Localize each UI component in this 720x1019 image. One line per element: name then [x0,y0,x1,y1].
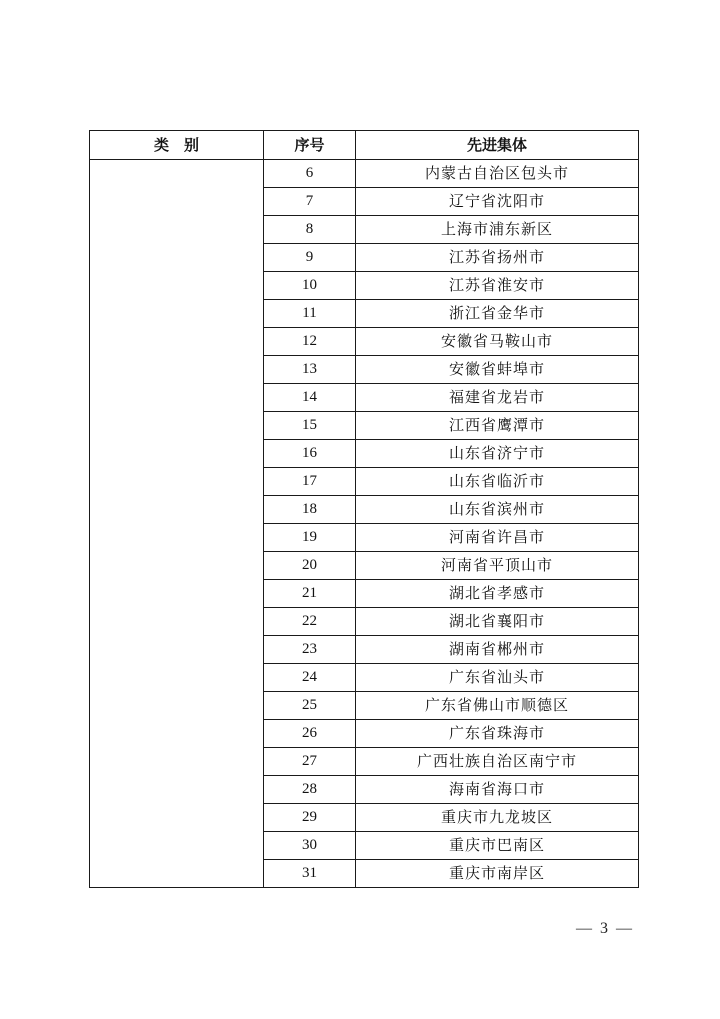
row-collective-name: 上海市浦东新区 [356,216,639,244]
row-number: 18 [264,496,356,524]
row-number: 30 [264,832,356,860]
row-number: 6 [264,160,356,188]
row-collective-name: 重庆市九龙坡区 [356,804,639,832]
row-number: 17 [264,468,356,496]
row-collective-name: 辽宁省沈阳市 [356,188,639,216]
commendation-table-container [89,130,638,888]
row-collective-name: 河南省许昌市 [356,524,639,552]
row-collective-name: 湖北省襄阳市 [356,608,639,636]
row-collective-name: 江苏省扬州市 [356,244,639,272]
row-collective-name: 广西壮族自治区南宁市 [356,748,639,776]
row-number: 10 [264,272,356,300]
category-cell [90,160,264,888]
page-number: — 3 — [576,920,634,937]
header-category: 类 别 [90,131,264,160]
row-collective-name: 广东省珠海市 [356,720,639,748]
header-number: 序号 [264,131,356,160]
table-body [90,160,639,888]
row-number: 19 [264,524,356,552]
row-collective-name: 广东省汕头市 [356,664,639,692]
row-collective-name: 广东省佛山市顺德区 [356,692,639,720]
row-collective-name: 重庆市巴南区 [356,832,639,860]
commendation-table [89,130,639,888]
row-collective-name: 福建省龙岩市 [356,384,639,412]
row-number: 15 [264,412,356,440]
row-number: 28 [264,776,356,804]
row-collective-name: 山东省济宁市 [356,440,639,468]
row-collective-name: 山东省滨州市 [356,496,639,524]
row-collective-name: 浙江省金华市 [356,300,639,328]
row-collective-name: 安徽省蚌埠市 [356,356,639,384]
row-number: 22 [264,608,356,636]
row-collective-name: 山东省临沂市 [356,468,639,496]
row-collective-name: 重庆市南岸区 [356,860,639,888]
row-number: 23 [264,636,356,664]
row-number: 13 [264,356,356,384]
row-collective-name: 江苏省淮安市 [356,272,639,300]
row-number: 25 [264,692,356,720]
row-number: 29 [264,804,356,832]
row-number: 27 [264,748,356,776]
row-number: 21 [264,580,356,608]
header-name: 先进集体 [356,131,639,160]
table-header [90,131,639,160]
row-number: 12 [264,328,356,356]
row-collective-name: 湖南省郴州市 [356,636,639,664]
row-number: 24 [264,664,356,692]
row-collective-name: 江西省鹰潭市 [356,412,639,440]
row-collective-name: 安徽省马鞍山市 [356,328,639,356]
row-number: 26 [264,720,356,748]
row-collective-name: 湖北省孝感市 [356,580,639,608]
row-number: 20 [264,552,356,580]
row-number: 9 [264,244,356,272]
row-collective-name: 海南省海口市 [356,776,639,804]
row-number: 14 [264,384,356,412]
row-collective-name: 河南省平顶山市 [356,552,639,580]
row-number: 11 [264,300,356,328]
row-number: 31 [264,860,356,888]
table-row [90,160,639,188]
header-row [90,131,639,160]
row-number: 16 [264,440,356,468]
row-number: 7 [264,188,356,216]
row-number: 8 [264,216,356,244]
row-collective-name: 内蒙古自治区包头市 [356,160,639,188]
